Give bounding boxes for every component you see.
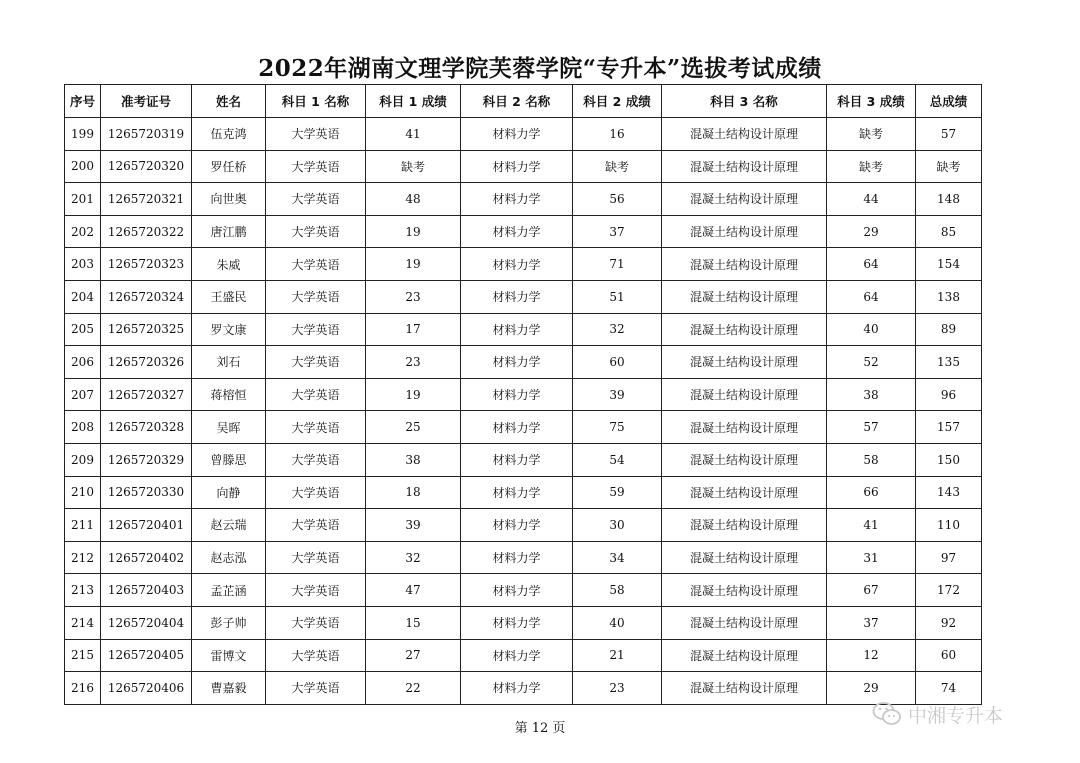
subject1-name-cell: 大学英语 (266, 280, 366, 313)
subject1-name-cell: 大学英语 (266, 378, 366, 411)
subject3-name-cell: 混凝土结构设计原理 (662, 639, 827, 672)
watermark-text: 中湘专升本 (908, 704, 1004, 727)
subject3-name-cell: 混凝土结构设计原理 (662, 476, 827, 509)
total-cell: 96 (916, 378, 982, 411)
total-cell: 172 (916, 574, 982, 607)
index-cell: 216 (65, 672, 101, 705)
name-cell: 王盛民 (192, 280, 266, 313)
table-row (65, 118, 982, 151)
exam-id-cell: 1265720324 (101, 280, 192, 313)
subject2-score-cell: 40 (573, 606, 662, 639)
total-cell: 97 (916, 541, 982, 574)
subject1-name-cell: 大学英语 (266, 476, 366, 509)
subject2-score-cell: 58 (573, 574, 662, 607)
subject1-name-cell: 大学英语 (266, 606, 366, 639)
subject2-name-cell: 材料力学 (461, 541, 573, 574)
subject3-score-cell: 64 (827, 280, 916, 313)
subject1-score-cell: 47 (366, 574, 461, 607)
subject1-score-cell: 18 (366, 476, 461, 509)
col-header-subject3-score: 科目 3 成绩 (827, 85, 916, 118)
index-cell: 215 (65, 639, 101, 672)
subject3-name-cell: 混凝土结构设计原理 (662, 118, 827, 151)
subject3-name-cell: 混凝土结构设计原理 (662, 672, 827, 705)
table-row (65, 574, 982, 607)
index-cell: 204 (65, 280, 101, 313)
table-row (65, 606, 982, 639)
name-cell: 曹嘉毅 (192, 672, 266, 705)
subject1-score-cell: 25 (366, 411, 461, 444)
name-cell: 蒋榕恒 (192, 378, 266, 411)
name-cell: 赵云瑞 (192, 509, 266, 542)
index-cell: 214 (65, 606, 101, 639)
subject2-score-cell: 59 (573, 476, 662, 509)
col-header-subject2-name: 科目 2 名称 (461, 85, 573, 118)
subject2-name-cell: 材料力学 (461, 606, 573, 639)
subject1-name-cell: 大学英语 (266, 411, 366, 444)
subject2-name-cell: 材料力学 (461, 313, 573, 346)
subject3-name-cell: 混凝土结构设计原理 (662, 541, 827, 574)
table-row (65, 639, 982, 672)
col-header-subject3-name: 科目 3 名称 (662, 85, 827, 118)
subject2-name-cell: 材料力学 (461, 150, 573, 183)
subject2-score-cell: 缺考 (573, 150, 662, 183)
total-cell: 135 (916, 346, 982, 379)
subject2-name-cell: 材料力学 (461, 411, 573, 444)
subject2-score-cell: 23 (573, 672, 662, 705)
exam-id-cell: 1265720325 (101, 313, 192, 346)
subject3-score-cell: 缺考 (827, 150, 916, 183)
subject2-name-cell: 材料力学 (461, 215, 573, 248)
subject3-name-cell: 混凝土结构设计原理 (662, 411, 827, 444)
watermark (872, 700, 1003, 728)
subject3-name-cell: 混凝土结构设计原理 (662, 150, 827, 183)
subject3-score-cell: 67 (827, 574, 916, 607)
name-cell: 伍克鸿 (192, 118, 266, 151)
subject2-score-cell: 34 (573, 541, 662, 574)
col-header-subject1-name: 科目 1 名称 (266, 85, 366, 118)
subject1-score-cell: 19 (366, 378, 461, 411)
table-row (65, 476, 982, 509)
name-cell: 向静 (192, 476, 266, 509)
subject3-score-cell: 29 (827, 672, 916, 705)
table-row (65, 541, 982, 574)
total-cell: 150 (916, 443, 982, 476)
index-cell: 202 (65, 215, 101, 248)
table-row (65, 248, 982, 281)
subject3-score-cell: 37 (827, 606, 916, 639)
total-cell: 154 (916, 248, 982, 281)
subject3-score-cell: 64 (827, 248, 916, 281)
subject3-name-cell: 混凝土结构设计原理 (662, 280, 827, 313)
table-row (65, 313, 982, 346)
subject2-score-cell: 30 (573, 509, 662, 542)
subject2-name-cell: 材料力学 (461, 280, 573, 313)
total-cell: 57 (916, 118, 982, 151)
subject1-name-cell: 大学英语 (266, 346, 366, 379)
exam-id-cell: 1265720406 (101, 672, 192, 705)
index-cell: 209 (65, 443, 101, 476)
exam-id-cell: 1265720401 (101, 509, 192, 542)
subject3-score-cell: 57 (827, 411, 916, 444)
subject2-score-cell: 32 (573, 313, 662, 346)
subject3-name-cell: 混凝土结构设计原理 (662, 574, 827, 607)
subject1-name-cell: 大学英语 (266, 672, 366, 705)
index-cell: 211 (65, 509, 101, 542)
subject1-score-cell: 15 (366, 606, 461, 639)
exam-id-cell: 1265720404 (101, 606, 192, 639)
total-cell: 138 (916, 280, 982, 313)
name-cell: 罗文康 (192, 313, 266, 346)
table-row (65, 509, 982, 542)
total-cell: 143 (916, 476, 982, 509)
subject2-name-cell: 材料力学 (461, 639, 573, 672)
name-cell: 彭子帅 (192, 606, 266, 639)
subject3-name-cell: 混凝土结构设计原理 (662, 248, 827, 281)
subject1-score-cell: 38 (366, 443, 461, 476)
subject1-name-cell: 大学英语 (266, 574, 366, 607)
subject1-score-cell: 缺考 (366, 150, 461, 183)
subject1-name-cell: 大学英语 (266, 183, 366, 216)
total-cell: 157 (916, 411, 982, 444)
subject2-score-cell: 56 (573, 183, 662, 216)
index-cell: 210 (65, 476, 101, 509)
subject1-name-cell: 大学英语 (266, 248, 366, 281)
exam-id-cell: 1265720330 (101, 476, 192, 509)
subject1-score-cell: 19 (366, 215, 461, 248)
subject2-score-cell: 39 (573, 378, 662, 411)
col-header-total: 总成绩 (916, 85, 982, 118)
table-row (65, 346, 982, 379)
index-cell: 213 (65, 574, 101, 607)
index-cell: 203 (65, 248, 101, 281)
table-row (65, 183, 982, 216)
total-cell: 缺考 (916, 150, 982, 183)
exam-id-cell: 1265720321 (101, 183, 192, 216)
subject1-score-cell: 19 (366, 248, 461, 281)
name-cell: 唐江鹏 (192, 215, 266, 248)
subject2-score-cell: 54 (573, 443, 662, 476)
name-cell: 朱威 (192, 248, 266, 281)
subject3-name-cell: 混凝土结构设计原理 (662, 378, 827, 411)
subject1-score-cell: 48 (366, 183, 461, 216)
subject3-score-cell: 31 (827, 541, 916, 574)
subject2-name-cell: 材料力学 (461, 346, 573, 379)
subject2-name-cell: 材料力学 (461, 443, 573, 476)
table-row (65, 280, 982, 313)
table-row (65, 443, 982, 476)
name-cell: 向世奥 (192, 183, 266, 216)
subject3-name-cell: 混凝土结构设计原理 (662, 313, 827, 346)
exam-id-cell: 1265720326 (101, 346, 192, 379)
subject3-name-cell: 混凝土结构设计原理 (662, 346, 827, 379)
index-cell: 199 (65, 118, 101, 151)
col-header-index: 序号 (65, 85, 101, 118)
exam-id-cell: 1265720403 (101, 574, 192, 607)
subject3-score-cell: 66 (827, 476, 916, 509)
subject1-name-cell: 大学英语 (266, 443, 366, 476)
subject2-score-cell: 37 (573, 215, 662, 248)
name-cell: 孟芷涵 (192, 574, 266, 607)
subject1-score-cell: 32 (366, 541, 461, 574)
col-header-subject1-score: 科目 1 成绩 (366, 85, 461, 118)
subject3-score-cell: 12 (827, 639, 916, 672)
subject2-score-cell: 16 (573, 118, 662, 151)
index-cell: 201 (65, 183, 101, 216)
subject2-score-cell: 21 (573, 639, 662, 672)
subject3-name-cell: 混凝土结构设计原理 (662, 443, 827, 476)
exam-id-cell: 1265720405 (101, 639, 192, 672)
total-cell: 89 (916, 313, 982, 346)
subject3-name-cell: 混凝土结构设计原理 (662, 183, 827, 216)
col-header-name: 姓名 (192, 85, 266, 118)
table-row (65, 411, 982, 444)
subject1-name-cell: 大学英语 (266, 313, 366, 346)
table-row (65, 378, 982, 411)
total-cell: 92 (916, 606, 982, 639)
subject2-name-cell: 材料力学 (461, 183, 573, 216)
subject3-score-cell: 38 (827, 378, 916, 411)
subject3-score-cell: 29 (827, 215, 916, 248)
subject2-name-cell: 材料力学 (461, 509, 573, 542)
subject3-score-cell: 44 (827, 183, 916, 216)
subject1-score-cell: 23 (366, 280, 461, 313)
exam-id-cell: 1265720322 (101, 215, 192, 248)
subject3-score-cell: 缺考 (827, 118, 916, 151)
subject1-name-cell: 大学英语 (266, 509, 366, 542)
subject3-score-cell: 41 (827, 509, 916, 542)
table-row (65, 672, 982, 705)
index-cell: 206 (65, 346, 101, 379)
subject2-score-cell: 51 (573, 280, 662, 313)
subject1-name-cell: 大学英语 (266, 150, 366, 183)
subject2-name-cell: 材料力学 (461, 248, 573, 281)
subject1-score-cell: 39 (366, 509, 461, 542)
wechat-icon (872, 701, 902, 727)
subject2-score-cell: 60 (573, 346, 662, 379)
subject1-score-cell: 22 (366, 672, 461, 705)
subject2-name-cell: 材料力学 (461, 378, 573, 411)
name-cell: 雷博文 (192, 639, 266, 672)
name-cell: 罗任桥 (192, 150, 266, 183)
exam-id-cell: 1265720327 (101, 378, 192, 411)
subject3-score-cell: 58 (827, 443, 916, 476)
subject2-name-cell: 材料力学 (461, 118, 573, 151)
total-cell: 110 (916, 509, 982, 542)
subject1-name-cell: 大学英语 (266, 118, 366, 151)
exam-id-cell: 1265720329 (101, 443, 192, 476)
exam-id-cell: 1265720328 (101, 411, 192, 444)
subject1-name-cell: 大学英语 (266, 541, 366, 574)
total-cell: 74 (916, 672, 982, 705)
exam-id-cell: 1265720323 (101, 248, 192, 281)
subject1-score-cell: 27 (366, 639, 461, 672)
subject3-name-cell: 混凝土结构设计原理 (662, 606, 827, 639)
subject2-score-cell: 75 (573, 411, 662, 444)
col-header-subject2-score: 科目 2 成绩 (573, 85, 662, 118)
index-cell: 205 (65, 313, 101, 346)
index-cell: 212 (65, 541, 101, 574)
subject2-score-cell: 71 (573, 248, 662, 281)
subject3-score-cell: 52 (827, 346, 916, 379)
name-cell: 刘石 (192, 346, 266, 379)
subject1-name-cell: 大学英语 (266, 215, 366, 248)
subject3-name-cell: 混凝土结构设计原理 (662, 215, 827, 248)
exam-id-cell: 1265720319 (101, 118, 192, 151)
subject2-name-cell: 材料力学 (461, 574, 573, 607)
subject2-name-cell: 材料力学 (461, 476, 573, 509)
exam-id-cell: 1265720402 (101, 541, 192, 574)
page-title: 2022年湖南文理学院芙蓉学院“专升本”选拔考试成绩 (258, 55, 822, 82)
table-row (65, 215, 982, 248)
table-row (65, 150, 982, 183)
name-cell: 吴晖 (192, 411, 266, 444)
name-cell: 曾滕思 (192, 443, 266, 476)
subject2-name-cell: 材料力学 (461, 672, 573, 705)
total-cell: 148 (916, 183, 982, 216)
name-cell: 赵志泓 (192, 541, 266, 574)
col-header-exam-id: 准考证号 (101, 85, 192, 118)
subject1-score-cell: 17 (366, 313, 461, 346)
exam-id-cell: 1265720320 (101, 150, 192, 183)
total-cell: 60 (916, 639, 982, 672)
score-table (64, 84, 982, 705)
total-cell: 85 (916, 215, 982, 248)
subject3-score-cell: 40 (827, 313, 916, 346)
index-cell: 208 (65, 411, 101, 444)
index-cell: 200 (65, 150, 101, 183)
subject1-name-cell: 大学英语 (266, 639, 366, 672)
index-cell: 207 (65, 378, 101, 411)
subject1-score-cell: 23 (366, 346, 461, 379)
header-row (65, 85, 982, 118)
subject1-score-cell: 41 (366, 118, 461, 151)
page-number: 第 12 页 (514, 721, 566, 736)
subject3-name-cell: 混凝土结构设计原理 (662, 509, 827, 542)
